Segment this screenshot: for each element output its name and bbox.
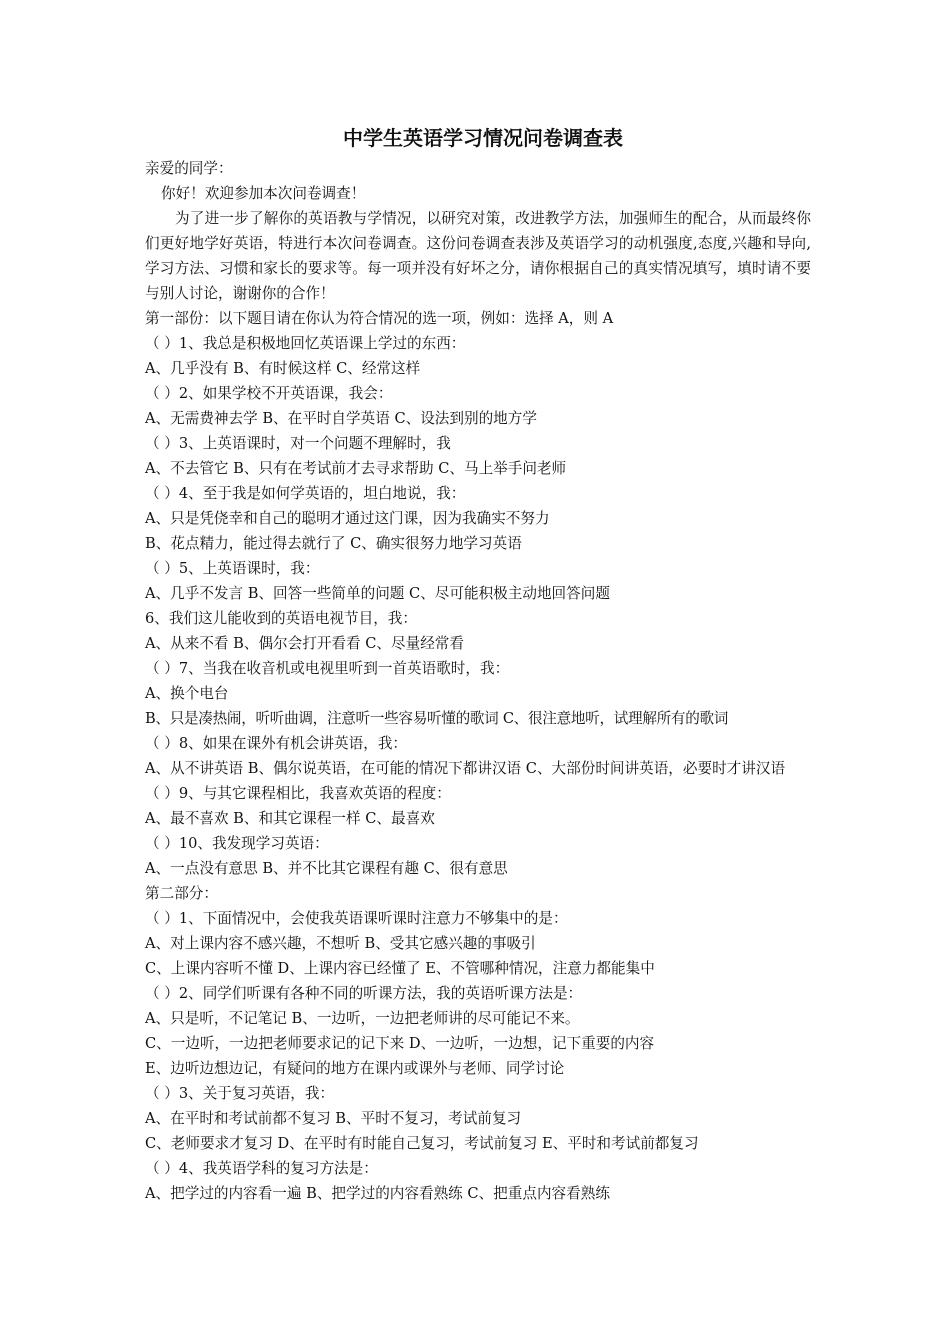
- part1-line: A、不去管它 B、只有在考试前才去寻求帮助 C、马上举手问老师: [145, 460, 567, 477]
- part1-line: （ ）9、与其它课程相比，我喜欢英语的程度：: [145, 785, 451, 802]
- intro-paragraph: 为了进一步了解你的英语教与学情况，以研究对策，改进教学方法，加强师生的配合，从而最终你们更好地学好英语，特进行本次问卷调查。这份问卷调查表涉及英语学习的动机强度,态度,兴趣和导向,学习方法、习惯和家长的要求等。每一项并没有好坏之分，请你根据自己的真实情况填写，填时请不要与别人讨论，谢谢你的合作！: [145, 210, 811, 302]
- part2-line: （ ）4、我英语学科的复习方法是：: [145, 1160, 378, 1177]
- part2-line: （ ）3、关于复习英语，我：: [145, 1085, 335, 1102]
- part1-line: （ ）1、我总是积极地回忆英语课上学过的东西：: [145, 335, 466, 352]
- part1-line: （ ）4、至于我是如何学英语的，坦白地说，我：: [145, 485, 466, 502]
- part2-line: A、对上课内容不感兴趣，不想听 B、受其它感兴趣的事吸引: [145, 935, 536, 952]
- part1-line: （ ）2、如果学校不开英语课，我会：: [145, 385, 393, 402]
- document-title: 中学生英语学习情况问卷调查表: [343, 126, 623, 150]
- part1-line: A、几乎没有 B、有时候这样 C、经常这样: [145, 360, 421, 377]
- part2-heading: 第二部分：: [145, 885, 218, 902]
- part1-line: A、换个电台: [145, 685, 229, 702]
- document-page: [145, 122, 811, 1206]
- part1-line: B、只是凑热闹，听听曲调，注意听一些容易听懂的歌词 C、很注意地听，试理解所有的歌词: [145, 710, 729, 727]
- welcome-line: 你好！欢迎参加本次问卷调查！: [161, 185, 366, 202]
- part2-line: C、上课内容听不懂 D、上课内容已经懂了 E、不管哪种情况，注意力都能集中: [145, 960, 655, 977]
- part1-heading: 第一部份：以下题目请在你认为符合情况的选一项，例如：选择 A，则 A: [145, 310, 614, 327]
- part2-line: C、一边听，一边把老师要求记的记下来 D、一边听，一边想，记下重要的内容: [145, 1035, 655, 1052]
- part1-line: A、无需费神去学 B、在平时自学英语 C、设法到别的地方学: [145, 410, 537, 427]
- part1-line: B、花点精力，能过得去就行了 C、确实很努力地学习英语: [145, 535, 522, 552]
- part1-line: A、一点没有意思 B、并不比其它课程有趣 C、很有意思: [145, 860, 508, 877]
- part2-line: A、在平时和考试前都不复习 B、平时不复习，考试前复习: [145, 1110, 522, 1127]
- part2-line: A、只是听，不记笔记 B、一边听，一边把老师讲的尽可能记不来。: [145, 1010, 580, 1027]
- part1-line: （ ）7、当我在收音机或电视里听到一首英语歌时，我：: [145, 660, 510, 677]
- part1-line: （ ）8、如果在课外有机会讲英语，我：: [145, 735, 408, 752]
- greeting: 亲爱的同学：: [145, 160, 233, 177]
- part1-line: A、只是凭侥幸和自己的聪明才通过这门课，因为我确实不努力: [145, 510, 550, 527]
- part2-line: E、边听边想边记，有疑问的地方在课内或课外与老师、同学讨论: [145, 1060, 565, 1077]
- part2-line: （ ）1、下面情况中，会使我英语课听课时注意力不够集中的是：: [145, 910, 568, 927]
- part2-line: A、把学过的内容看一遍 B、把学过的内容看熟练 C、把重点内容看熟练: [145, 1185, 610, 1202]
- part1-line: A、几乎不发言 B、回答一些简单的问题 C、尽可能积极主动地回答问题: [145, 585, 610, 602]
- part1-line: （ ）3、上英语课时，对一个问题不理解时，我: [145, 435, 451, 452]
- part2-line: C、老师要求才复习 D、在平时有时能自己复习，考试前复习 E、平时和考试前都复习: [145, 1135, 699, 1152]
- part1-q8-options: A、从不讲英语 B、偶尔说英语，在可能的情况下都讲汉语 C、大部份时间讲英语，必要时才讲汉语: [145, 760, 786, 777]
- part2-line: （ ）2、同学们听课有各种不同的听课方法，我的英语听课方法是：: [145, 985, 583, 1002]
- part1-line: A、从来不看 B、偶尔会打开看看 C、尽量经常看: [145, 635, 464, 652]
- part1-line: 6、我们这儿能收到的英语电视节目，我：: [145, 610, 417, 627]
- part1-line: （ ）10、我发现学习英语：: [145, 835, 329, 852]
- part1-line: （ ）5、上英语课时，我：: [145, 560, 320, 577]
- part1-line: A、最不喜欢 B、和其它课程一样 C、最喜欢: [145, 810, 435, 827]
